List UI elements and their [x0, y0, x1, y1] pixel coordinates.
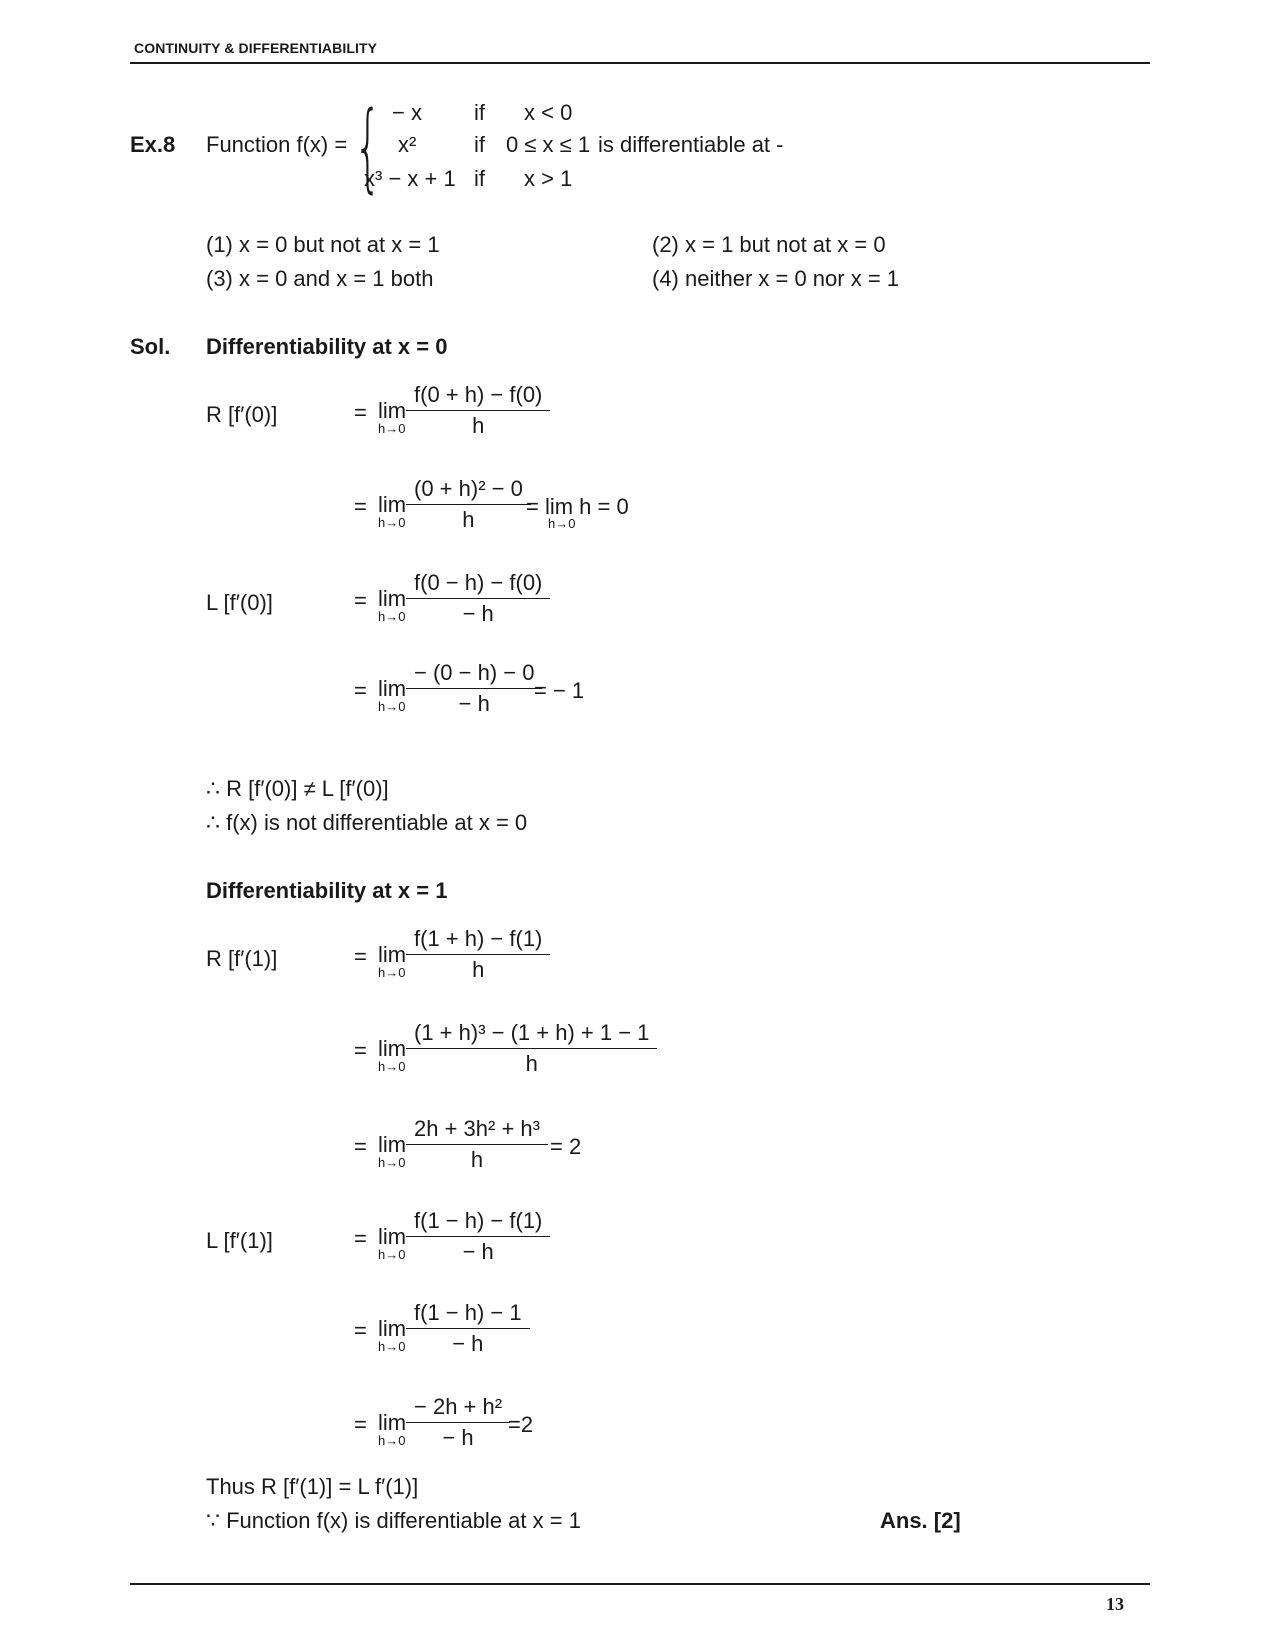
- rf1-label: R [f′(1)]: [206, 946, 278, 971]
- fraction: $\frac{f(1 - h) - 1}{- h}$: [410, 1300, 526, 1357]
- option-1: (1) x = 0 but not at x = 1: [206, 232, 440, 257]
- equals: =: [354, 588, 367, 613]
- conclusion-differentiable: ∵ Function f(x) is differentiable at x = 1: [206, 1508, 581, 1533]
- fraction: $\frac{f(1 + h) - f(1)}{h}$: [410, 926, 546, 983]
- case-1-if: if: [474, 100, 485, 125]
- equals: =: [354, 1038, 367, 1063]
- case-3-if: if: [474, 166, 485, 191]
- equals: =: [354, 1134, 367, 1159]
- option-3: (3) x = 0 and x = 1 both: [206, 266, 434, 291]
- step-result: =2: [508, 1412, 534, 1437]
- fraction: $\frac{f(1 - h) - f(1)}{- h}$: [410, 1208, 546, 1265]
- equals: =: [354, 1226, 367, 1251]
- lf1-label: L [f′(1)]: [206, 1228, 273, 1253]
- solution-label: Sol.: [130, 334, 171, 359]
- equals: =: [354, 944, 367, 969]
- limit-h-to-0: lim h→0: [378, 676, 407, 714]
- conclusion-not-differentiable: ∴ f(x) is not differentiable at x = 0: [206, 810, 528, 835]
- fraction: $\frac{f(0 + h) - f(0)}{h}$: [410, 382, 546, 439]
- question-intro: Function f(x) =: [206, 132, 348, 157]
- equals: =: [354, 400, 367, 425]
- limit-h-to-0: lim h→0: [378, 1036, 407, 1074]
- option-4: (4) neither x = 0 nor x = 1: [652, 266, 900, 291]
- limit-h-to-0: lim h→0: [378, 492, 407, 530]
- case-3-expr: x³ − x + 1: [364, 166, 456, 191]
- case-3-cond: x > 1: [524, 166, 573, 191]
- example-label: Ex.8: [130, 132, 176, 157]
- case-2-if: if: [474, 132, 485, 157]
- part2-heading: Differentiability at x = 1: [206, 878, 448, 903]
- case-1-cond: x < 0: [524, 100, 573, 125]
- conclusion-not-equal: ∴ R [f′(0)] ≠ L [f′(0)]: [206, 776, 389, 801]
- step-result: = lim h = 0: [526, 494, 629, 519]
- footer-rule: [130, 1583, 1150, 1585]
- limit-h-to-0: lim h→0: [378, 398, 407, 436]
- header-rule: [130, 62, 1150, 64]
- step-result: = 2: [550, 1134, 582, 1159]
- fraction: $\frac{\text{(1 + h)³ − (1 + h) + 1 − 1}}{h}$: [410, 1020, 653, 1077]
- limit-h-to-0: lim h→0: [378, 1132, 407, 1170]
- fraction: $\frac{\text{2h + 3h² + h³}}{h}$: [410, 1116, 544, 1173]
- fraction: $\frac{f(0 - h) - f(0)}{- h}$: [410, 570, 546, 627]
- limit-h-to-0: lim h→0: [378, 942, 407, 980]
- limit-h-to-0: lim h→0: [378, 1316, 407, 1354]
- chapter-title: CONTINUITY & DIFFERENTIABILITY: [134, 40, 378, 56]
- case-1-expr: − x: [392, 100, 422, 125]
- option-2: (2) x = 1 but not at x = 0: [652, 232, 886, 257]
- question-suffix: is differentiable at -: [598, 132, 784, 157]
- rf0-label: R [f′(0)]: [206, 402, 278, 427]
- case-2-cond: 0 ≤ x ≤ 1: [506, 132, 591, 157]
- equals: =: [354, 494, 367, 519]
- fraction: $\frac{\text{(0 + h)² − 0}}{h}$: [410, 476, 527, 533]
- part1-heading: Differentiability at x = 0: [206, 334, 448, 359]
- answer: Ans. [2]: [880, 1508, 961, 1533]
- limit-h-to-0: lim h→0: [378, 1410, 407, 1448]
- page-number: 13: [1106, 1594, 1124, 1614]
- piecewise-brace: {: [354, 91, 382, 203]
- fraction: $\frac{- (0 - h) - 0}{- h}$: [410, 660, 538, 717]
- step-result: = − 1: [534, 678, 585, 703]
- fraction: $\frac{\text{− 2h + h²}}{- h}$: [410, 1394, 506, 1451]
- equals: =: [354, 1318, 367, 1343]
- limit-subscript: h→0: [548, 516, 576, 531]
- case-2-expr: x²: [398, 132, 417, 157]
- conclusion-equal: Thus R [f′(1)] = L f′(1)]: [206, 1474, 419, 1499]
- equals: =: [354, 1412, 367, 1437]
- equals: =: [354, 678, 367, 703]
- limit-h-to-0: lim h→0: [378, 1224, 407, 1262]
- lf0-label: L [f′(0)]: [206, 590, 273, 615]
- limit-h-to-0: lim h→0: [378, 586, 407, 624]
